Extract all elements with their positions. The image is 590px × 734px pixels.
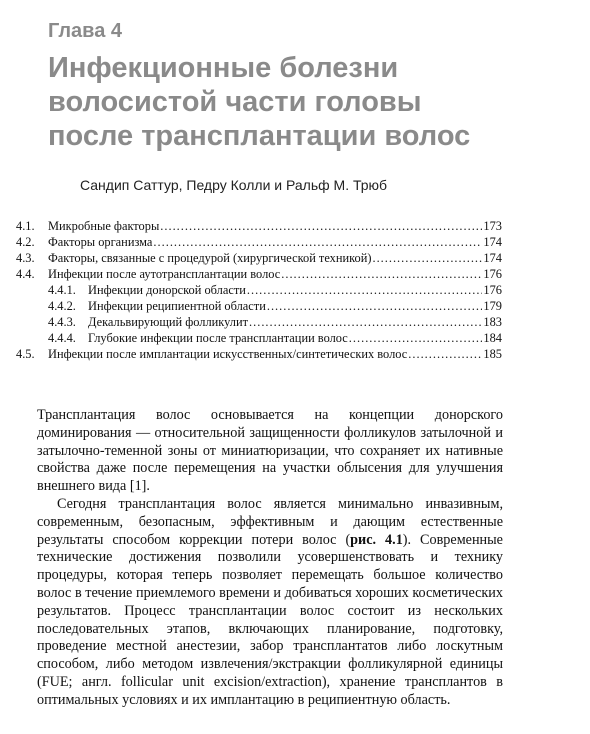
toc-number: 4.2.	[16, 235, 35, 249]
toc-entry	[16, 266, 502, 282]
toc-leader	[267, 298, 483, 314]
toc-number: 4.4.2.	[48, 299, 76, 313]
toc-label: Декальвирующий фолликулит	[88, 315, 249, 329]
toc-label: Инфекции реципиентной области	[88, 299, 266, 313]
paragraph-text: ). Современные технические достижения позволили усовершенствовать и технику процедуры, которая теперь позволяет перемещать большое количество волос в течение приемлемого времени и добиваться хороших косметических результатов. Процесс трансплантации волос состоит из нескольких последовательных этапов, включающих планирование, подготовку, проведение местной анестезии, забор трансплантатов либо лоскутным способом, либо методом извлечения/экстракции фолликулярной единицы (FUE; англ. follicular unit excision/extraction), хранение трансплантов в оптимальных условиях и их имплантацию в реципиентную область.	[37, 531, 503, 708]
figure-reference: рис. 4.1	[350, 531, 403, 548]
toc-label: Факторы, связанные с процедурой (хирургической техникой)	[48, 251, 372, 265]
toc-label: Глубокие инфекции после трансплантации волос	[88, 331, 348, 345]
toc-leader	[408, 346, 482, 362]
toc-subentry	[16, 298, 502, 314]
toc-label: Инфекции после имплантации искусственных/синтетических волос	[48, 347, 408, 361]
toc-label: Инфекции донорской области	[88, 283, 246, 297]
toc-page: 184	[483, 331, 502, 345]
table-of-contents	[16, 218, 502, 362]
paragraph	[37, 496, 503, 710]
toc-number: 4.4.1.	[48, 283, 76, 297]
toc-number: 4.4.	[16, 267, 35, 281]
toc-entry	[16, 234, 502, 250]
chapter-title-line: волосистой части головы	[48, 86, 422, 118]
chapter-label: Глава 4	[48, 20, 123, 42]
chapter-title-line: Инфекционные болезни	[48, 52, 399, 84]
paragraph-text: Сегодня трансплантация волос является минимально инвазивным, современным, безопасным, эффективным и дающим естественные результаты способом коррекции потери волос (	[37, 495, 503, 548]
toc-page: 174	[483, 235, 502, 249]
toc-leader	[372, 250, 482, 266]
toc-label: Инфекции после аутотрансплантации волос	[48, 267, 281, 281]
toc-entry	[16, 250, 502, 266]
paragraph: Трансплантация волос основывается на концепции донорского доминирования — относительной защищенности фолликулов затылочной и затылочно-теменной зоны от миниатюризации, что сохраняет их нативные свойства даже после перемещения на участки облысения для улучшения внешнего вида [1].	[37, 407, 503, 495]
toc-number: 4.4.3.	[48, 315, 76, 329]
toc-number: 4.3.	[16, 251, 35, 265]
toc-number: 4.5.	[16, 347, 35, 361]
toc-page: 185	[483, 347, 502, 361]
toc-label: Микробные факторы	[48, 219, 160, 233]
toc-page: 173	[483, 219, 502, 233]
toc-subentry	[16, 282, 502, 298]
toc-leader	[247, 282, 483, 298]
toc-leader	[153, 234, 482, 250]
toc-subentry	[16, 314, 502, 330]
toc-leader	[349, 330, 483, 346]
toc-page: 176	[483, 283, 502, 297]
toc-page: 179	[483, 299, 502, 313]
body-text	[37, 407, 503, 710]
toc-page: 174	[483, 251, 502, 265]
toc-number: 4.1.	[16, 219, 35, 233]
toc-entry	[16, 218, 502, 234]
toc-page: 176	[483, 267, 502, 281]
chapter-title	[48, 51, 578, 153]
toc-number: 4.4.4.	[48, 331, 76, 345]
toc-leader	[281, 266, 482, 282]
toc-page: 183	[483, 315, 502, 329]
chapter-title-line: после трансплантации волос	[48, 120, 471, 152]
toc-entry	[16, 346, 502, 362]
toc-label: Факторы организма	[48, 235, 153, 249]
authors: Сандип Саттур, Педру Колли и Ральф М. Трюб	[80, 177, 388, 193]
toc-subentry	[16, 330, 502, 346]
toc-leader	[160, 218, 482, 234]
toc-leader	[249, 314, 482, 330]
